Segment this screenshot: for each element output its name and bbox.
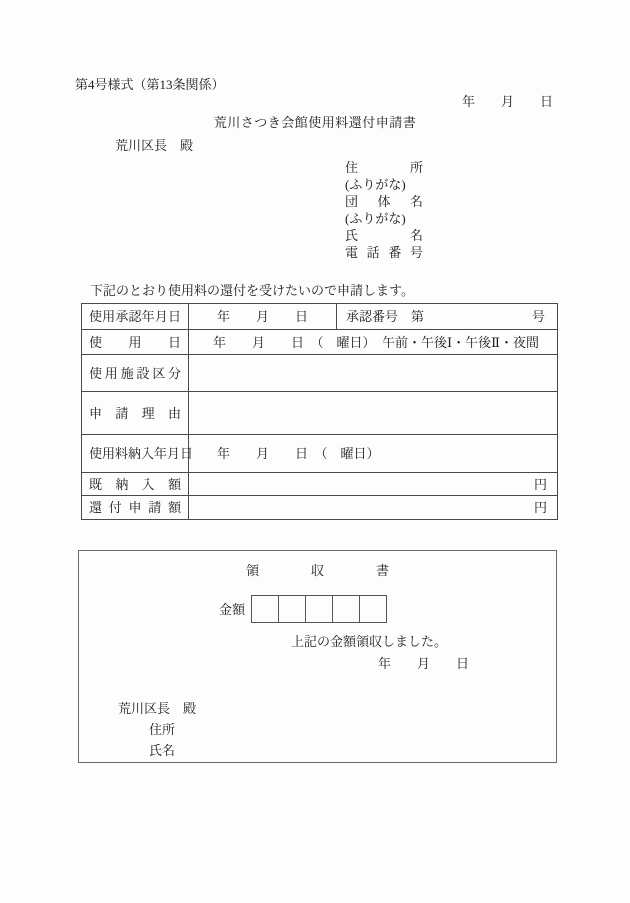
amount-digit-grid [251, 595, 387, 623]
receipt-addressee: 荒川区長 殿 [118, 701, 197, 716]
row-label-cell [82, 304, 189, 329]
amount-digit-box [278, 595, 306, 623]
row-label: 使用承認年月日 [89, 309, 181, 324]
yen-unit-label: 円 [533, 476, 547, 492]
intro-sentence: 下記のとおり使用料の還付を受けたいので申請します。 [90, 283, 414, 298]
applicant-furigana-label: (ふりがな) [345, 177, 406, 192]
approval-number-cell [337, 304, 557, 329]
row-label: 既納入額 [89, 476, 181, 492]
table-row-approval-date [82, 304, 557, 329]
facility-category-cell [189, 355, 557, 391]
amount-digit-box [359, 595, 387, 623]
receipt-amount-row [219, 595, 387, 623]
table-row-use-date [82, 329, 557, 354]
row-label: 使用施設区分 [89, 365, 181, 381]
table-row-refund-amount [82, 495, 557, 519]
amount-digit-box [305, 595, 333, 623]
application-table [81, 303, 558, 520]
amount-label: 金額 [219, 601, 246, 617]
table-row-facility-category [82, 354, 557, 391]
header-date-line: 年 月 日 [462, 94, 554, 109]
applicant-furigana-label: (ふりがな) [345, 211, 406, 226]
amount-digit-box [332, 595, 360, 623]
applicant-address-label: 住所 [345, 160, 423, 175]
receipt-title: 領 収 書 [245, 563, 389, 578]
row-label-cell [82, 355, 189, 391]
row-label-cell [82, 392, 189, 434]
table-row-application-reason [82, 391, 557, 434]
applicant-phone-label: 電話番号 [345, 245, 423, 260]
yen-unit-label: 円 [533, 500, 547, 515]
approval-date-placeholder: 年 月 日 [216, 309, 308, 324]
approval-number-prefix: 承認番号 第 [346, 309, 425, 324]
row-label-cell [82, 330, 189, 354]
use-date-placeholder: 年 月 日 （ 曜日） 午前・午後Ⅰ・午後Ⅱ・夜間 [213, 334, 539, 350]
table-row-payment-date [82, 434, 557, 472]
receipt-date-line: 年 月 日 [378, 656, 470, 671]
row-label-cell [82, 473, 189, 495]
applicant-name-label: 氏名 [345, 228, 423, 243]
table-row-paid-amount [82, 472, 557, 495]
row-label: 使用日 [89, 334, 181, 350]
payment-date-placeholder: 年 月 日 （ 曜日） [217, 446, 380, 461]
addressee-line: 荒川区長 殿 [115, 138, 194, 153]
row-label: 申請理由 [89, 405, 181, 421]
receipt-address-label: 住所 [149, 722, 176, 737]
row-label-cell [82, 435, 194, 472]
receipt-section [78, 550, 557, 763]
page-title: 荒川さつき会館使用料還付申請書 [213, 115, 417, 130]
use-date-cell [189, 330, 557, 354]
refund-amount-cell [189, 496, 557, 519]
paid-amount-cell [189, 473, 557, 495]
row-label: 還付申請額 [89, 500, 181, 515]
row-label: 使用料納入年月日 [89, 446, 194, 461]
payment-date-cell [189, 435, 557, 472]
applicant-block [345, 161, 423, 263]
amount-digit-box [251, 595, 279, 623]
approval-date-cell [189, 304, 337, 329]
application-reason-cell [189, 392, 557, 434]
approval-number-suffix: 号 [531, 309, 545, 324]
receipt-name-label: 氏名 [149, 743, 176, 758]
applicant-group-name-label: 団体名 [345, 194, 423, 209]
form-number: 第4号様式（第13条関係） [75, 77, 225, 92]
row-label-cell [82, 496, 189, 519]
receipt-note: 上記の金額領収しました。 [291, 634, 448, 649]
